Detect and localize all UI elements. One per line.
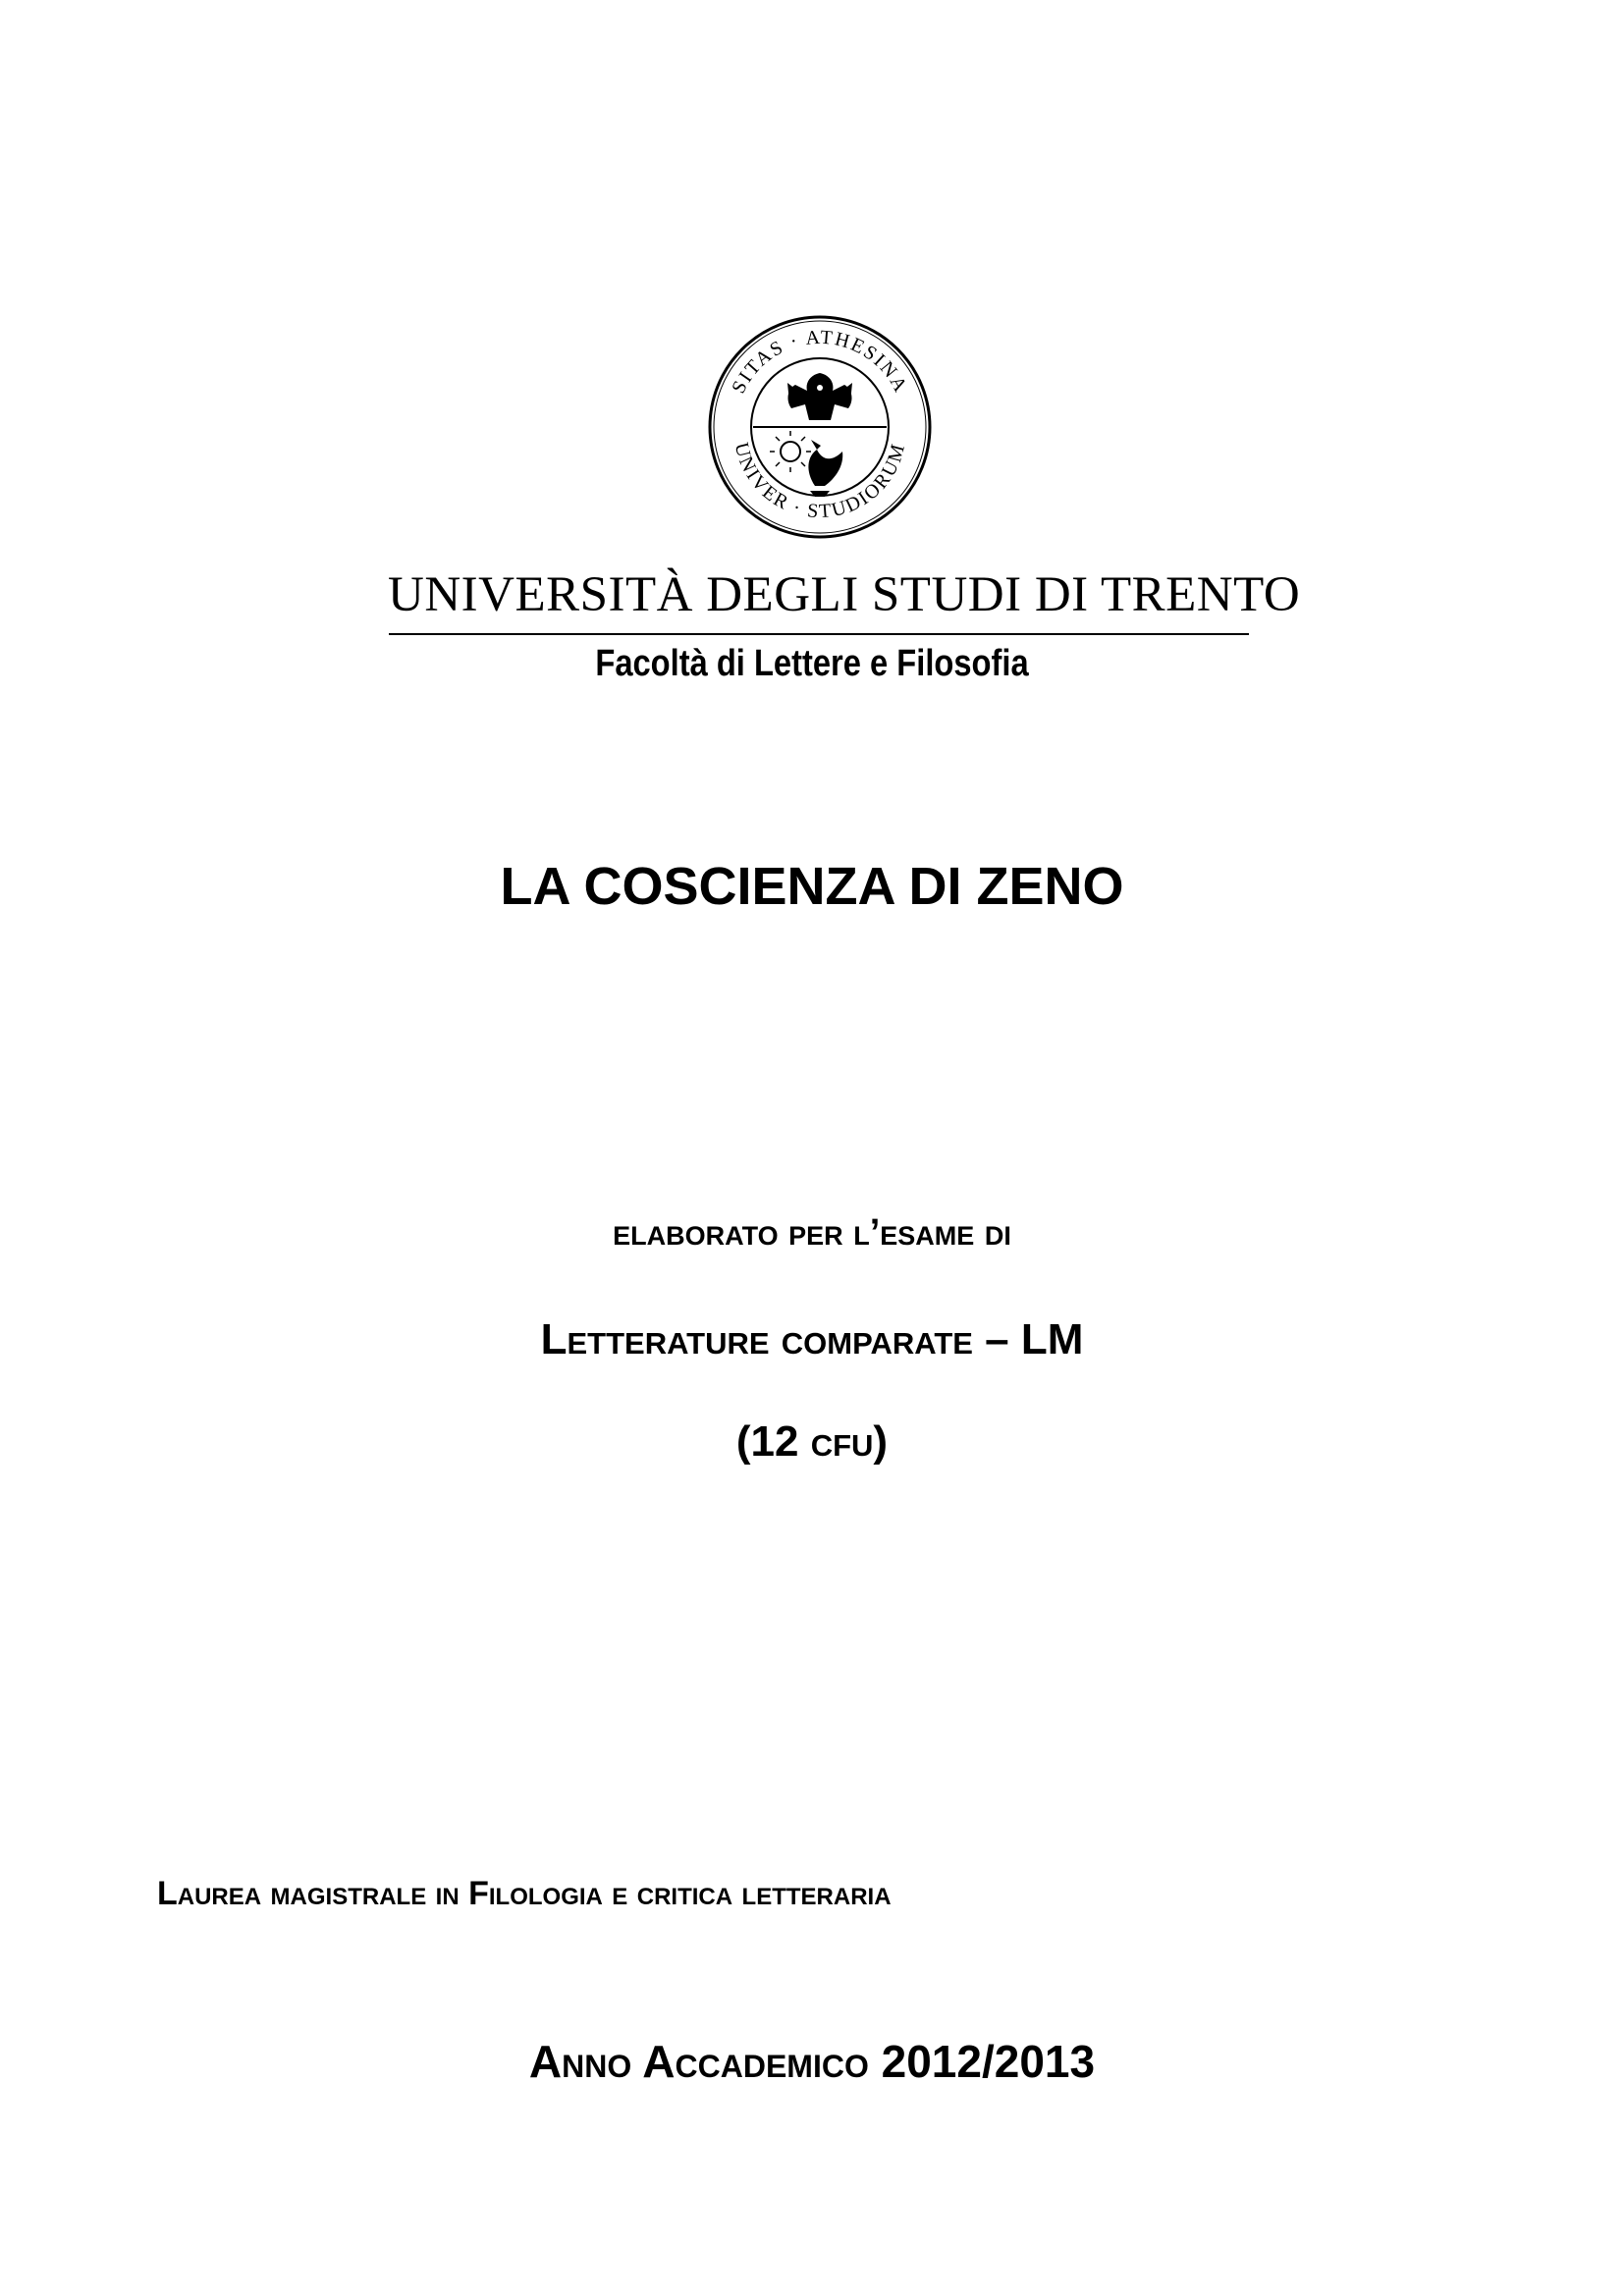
university-seal-icon [707, 314, 933, 540]
sun-icon [770, 431, 811, 472]
course-credits: (12 cfu) [735, 1417, 889, 1466]
academic-year: Anno Accademico 2012/2013 [528, 2036, 1096, 2087]
seal-ring-text-top: SITAS · ATHESINA [728, 326, 912, 398]
seal-ring-text-bottom: UNIVER · STUDIORUM [730, 440, 910, 523]
exam-intro: elaborato per l’esame di [613, 1212, 1011, 1254]
document-title: LA COSCIENZA DI ZENO [500, 857, 1124, 916]
course-name: Letterature comparate – LM [540, 1315, 1084, 1363]
header-divider [389, 633, 1249, 635]
university-name: UNIVERSITÀ DEGLI STUDI DI TRENTO [388, 567, 1301, 622]
faculty-name: Facoltà di Lettere e Filosofia [595, 643, 1029, 684]
eagle-icon [787, 373, 852, 420]
phoenix-icon [808, 440, 842, 497]
degree-program: Laurea magistrale in Filologia e critica letteraria [157, 1875, 892, 1912]
